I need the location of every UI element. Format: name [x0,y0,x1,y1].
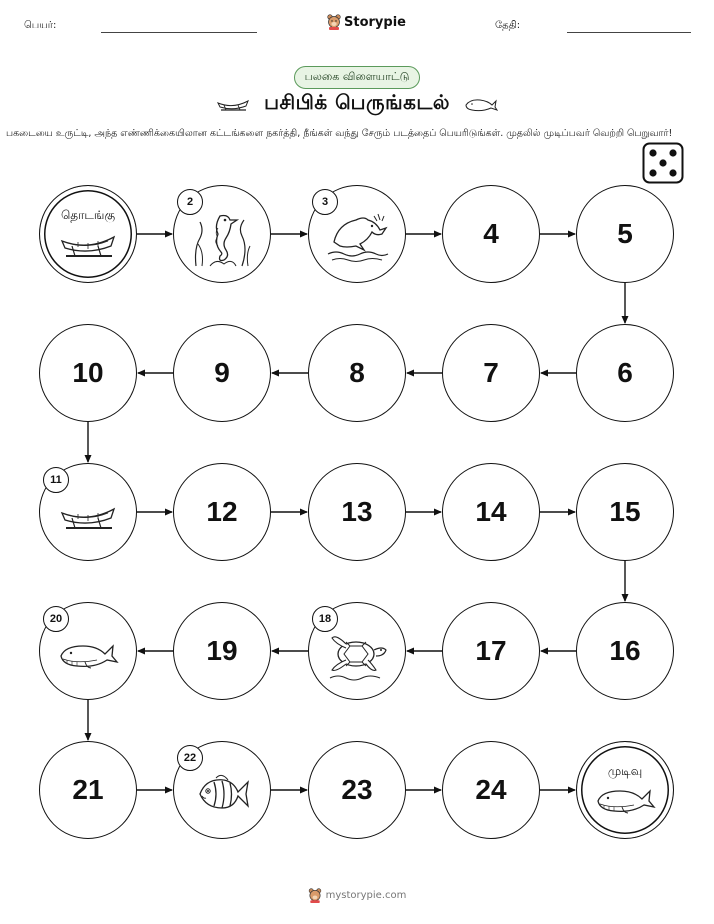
footer [308,888,407,903]
cell-number: 10 [72,357,104,388]
board-cell-18 [308,602,406,700]
start-label: தொடங்கு [60,208,116,222]
board-cell-20 [39,602,137,700]
cell-number-badge: 11 [43,467,69,493]
whale-icon [57,638,119,676]
finish-cell [576,741,674,839]
board-cell-9 [173,324,271,422]
start-cell [39,185,137,283]
cell-number-badge: 3 [312,189,338,215]
cell-number-badge: 22 [177,745,203,771]
cell-number: 12 [206,496,238,527]
cell-number: 23 [341,774,373,805]
board-cell-4 [442,185,540,283]
board-cell-6 [576,324,674,422]
game-type-badge: பலகை விளையாட்டு [294,66,421,89]
sea-turtle-icon [324,628,390,686]
cell-number: 6 [617,357,633,388]
bear-logo-icon [308,888,322,903]
cell-number: 24 [475,774,507,805]
cell-number-badge: 2 [177,189,203,215]
board-cell-10 [39,324,137,422]
name-label: பெயர்: [24,20,57,31]
cell-number: 14 [475,496,507,527]
seahorse-icon [190,208,254,272]
outrigger-canoe-icon [58,499,118,537]
board-cell-8 [308,324,406,422]
board-cell-3 [308,185,406,283]
whale-icon [594,783,656,821]
board-cell-24 [442,741,540,839]
cell-number: 8 [349,357,365,388]
cell-number: 19 [206,635,238,666]
board-cell-21 [39,741,137,839]
board-cell-19 [173,602,271,700]
board-cell-13 [308,463,406,561]
cell-number: 9 [214,357,230,388]
board-cell-22 [173,741,271,839]
outrigger-canoe-icon [58,227,118,265]
board-cell-15 [576,463,674,561]
fish-icon [194,772,250,820]
date-label: தேதி: [495,20,521,31]
cell-number: 7 [483,357,499,388]
finish-label: முடிவு [607,764,643,778]
cell-number: 13 [341,496,373,527]
board-cell-2 [173,185,271,283]
cell-number: 21 [72,774,104,805]
cell-number: 4 [483,218,499,249]
cell-number: 16 [609,635,641,666]
page-title: பசிபிக் பெருங்கடல் [264,90,450,114]
cell-number: 5 [617,218,633,249]
board-cell-17 [442,602,540,700]
board-cell-7 [442,324,540,422]
board-cell-14 [442,463,540,561]
cell-number: 15 [609,496,641,527]
board-cell-5 [576,185,674,283]
board-cell-11 [39,463,137,561]
dolphin-icon [324,210,390,270]
cell-number-badge: 18 [312,606,338,632]
board-cell-16 [576,602,674,700]
brand-name: Storypie [344,14,406,30]
board-cell-23 [308,741,406,839]
board-cell-12 [173,463,271,561]
instructions-text: பகடையை உருட்டி, அந்த எண்ணிக்கையிலான கட்டங்களை நகர்த்தி, நீங்கள் வந்து சேரும் படத்தைப் பெயரிடுங்கள். முதலில் முடிப்பவர் வெற்றி பெறுவார்! [6,128,673,139]
footer-url: mystorypie.com [325,890,407,901]
cell-number: 17 [475,635,507,666]
cell-number-badge: 20 [43,606,69,632]
